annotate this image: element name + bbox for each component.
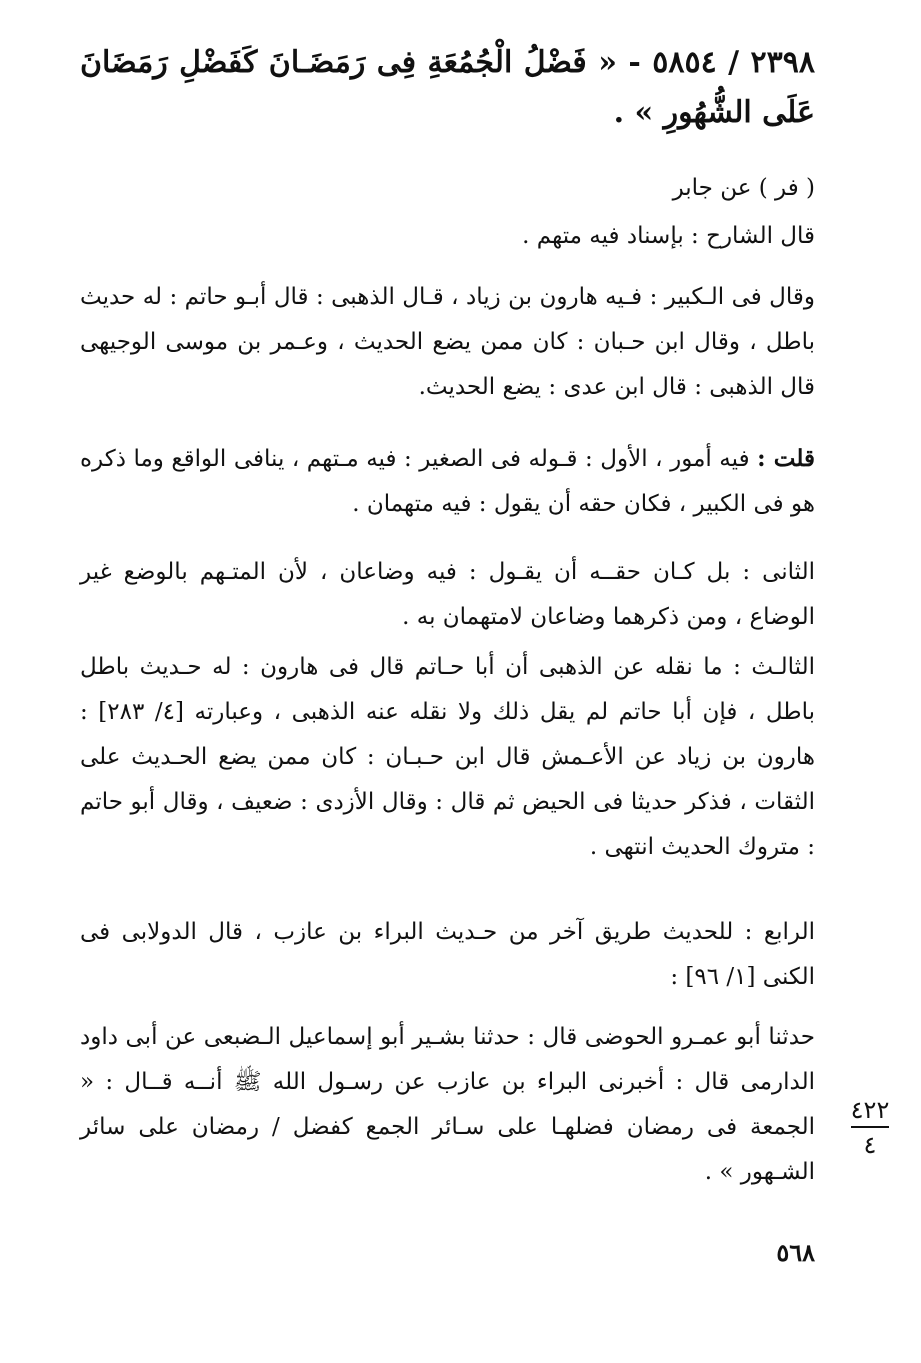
paragraph-sharih [80,214,815,259]
paragraph-text: الثانى : بل كـان حقــه أن يقـول : فيه وضاعان ، لأن المتـهم بالوضع غير الوضاع ، ومن ذكرهما وضاعان لامتهمان به . [80,559,815,630]
paragraph-text: فيه أمور ، الأول : قـوله فى الصغير : فيه مـتهم ، ينافى الواقع وما ذكره هو فى الكبير ، فكان حقه أن يقول : فيه متهمان . [80,446,815,517]
margin-reference-rule [851,1126,889,1128]
paragraph-thani [80,550,815,640]
margin-volume-reference [845,1095,895,1160]
paragraph-rabi [80,910,815,1000]
margin-reference-top: ٤٢٢ [850,1096,890,1124]
paragraph-sanad [80,1015,815,1195]
paragraph-qult [80,436,815,527]
source-text: ( فر ) عن جابر [672,175,815,201]
hadith-text: ٢٣٩٨ / ٥٨٥٤ - « فَضْلُ الْجُمُعَةِ فِى رَمَضَـانَ كَفَضْلِ رَمَضَانَ عَلَى الشُّهُورِ » . [80,45,815,130]
paragraph-text: الرابع : للحديث طريق آخر من حـديث البراء بن عازب ، قال الدولابى فى الكنى [١/ ٩٦] : [80,919,815,990]
hadith-heading [80,38,815,138]
paragraph-text: وقال فى الـكبير : فـيه هارون بن زياد ، قـال الذهبى : قال أبـو حاتم : له حديث باطل ، وقال ابن حـبان : كان ممن يضع الحديث ، وعـمر بن موسى الوجيهى قال الذهبى : قال ابن عدى : يضع الحديث. [80,284,815,400]
paragraph-thalith [80,645,815,870]
margin-reference-bottom: ٤ [863,1131,877,1159]
paragraph-text: قال الشارح : بإسناد فيه متهم . [522,223,815,249]
hadith-source [80,168,815,208]
paragraph-lead: قلت : [757,445,815,472]
page-number: ٥٦٨ [776,1238,815,1267]
paragraph-kabir [80,275,815,410]
paragraph-text: الثالـث : ما نقله عن الذهبى أن أبا حـاتم قال فى هارون : له حـديث باطل باطل ، فإن أبا حاتم لم يقل ذلك ولا نقله عنه الذهبى ، وعبارته [٤/ ٢٨٣] : هارون بن زياد عن الأعـمش قال ابن حـبـان : كان ممن يضع الحـديث على الثقات ، فذكر حديثا فى الحيض ثم قال : وقال الأزدى : ضعيف ، وقال أبو حاتم : متروك الحديث انتهى . [80,654,815,860]
paragraph-text: حدثنا أبو عمـرو الحوضى قال : حدثنا بشـير أبو إسماعيل الـضبعى عن أبى داود الدارمى قال : أخبرنى البراء بن عازب عن رسـول الله ﷺ أنــه قــال : « الجمعة فى رمضان فضلهـا على سـائر الجمع كفضل / رمضان على سائر الشـهور » . [80,1024,815,1185]
